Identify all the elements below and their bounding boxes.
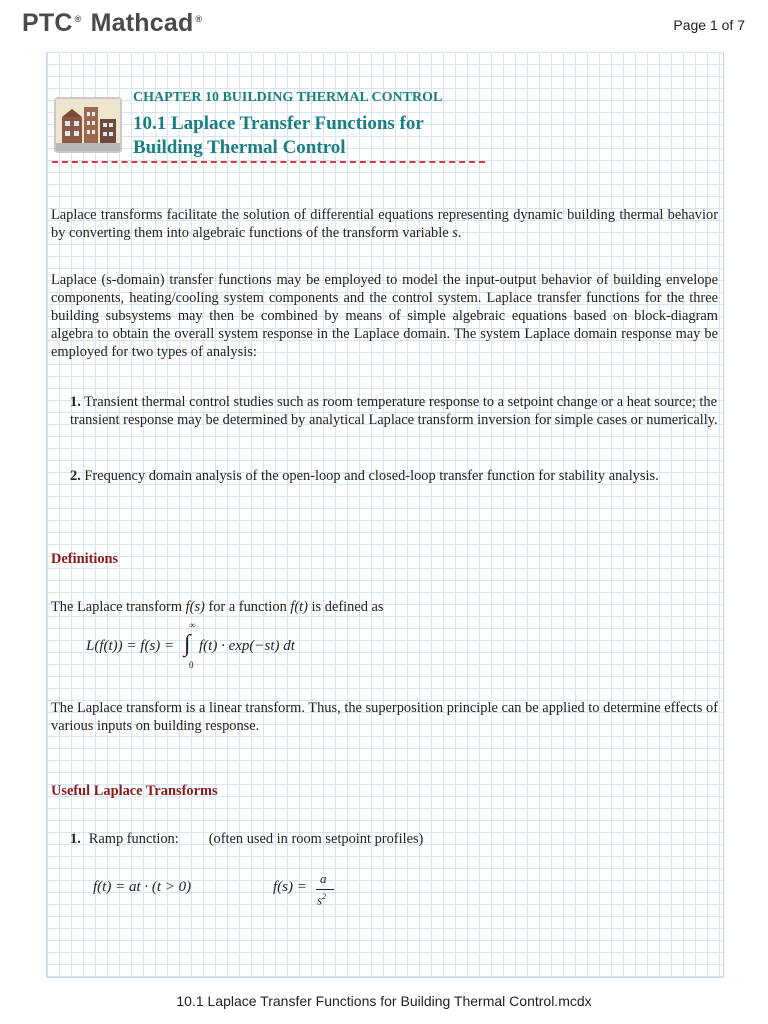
equation-lhs: L(f(t)) = f(s) = <box>86 638 175 654</box>
page-header <box>0 0 768 52</box>
useful-transforms-heading: Useful Laplace Transforms <box>51 783 218 799</box>
denominator-base: s <box>317 892 323 908</box>
ramp-time-equation: f(t) = at · (t > 0) <box>93 879 192 895</box>
ramp-item-label: Ramp function: <box>88 831 179 847</box>
title-divider <box>52 161 485 163</box>
logo-brand-name: Mathcad <box>90 9 194 37</box>
list-item-number: 1. <box>70 394 81 410</box>
integral-sign: ∫ <box>184 631 191 657</box>
intro-paragraph-1 <box>51 206 718 242</box>
ramp-item-number: 1. <box>70 831 81 847</box>
logo-brand-prefix: PTC <box>22 9 73 37</box>
definition-ft: f(t) <box>290 599 308 615</box>
definition-fs: f(s) <box>185 599 205 615</box>
registered-mark: ® <box>74 13 82 24</box>
denominator-exponent: 2 <box>322 892 327 901</box>
list-item <box>70 393 718 429</box>
list-item <box>70 467 718 485</box>
registered-mark-2: ® <box>195 13 203 24</box>
fraction-bar <box>316 889 334 890</box>
list-item-number: 2. <box>70 468 81 484</box>
chapter-heading: CHAPTER 10 BUILDING THERMAL CONTROL <box>133 90 443 105</box>
intro-paragraph-2: Laplace (s-domain) transfer functions may be employed to model the input-output behavior of building envelope components, heating/cooling system components and the control system. Laplace transfer functions for the three building subsystems may then be combined by means of simple algebraic equations based on block-diagram algebra to obtain the overall system response in the Laplace domain. The system Laplace domain response may be employed for two types of analysis: <box>51 272 718 360</box>
integral-upper-limit: ∞ <box>189 620 196 630</box>
definition-text-c: is defined as <box>307 599 384 615</box>
integral-lower-limit: 0 <box>189 660 194 670</box>
equation-integrand: f(t) · exp(−st) dt <box>199 638 295 654</box>
definition-sentence <box>51 598 718 616</box>
ramp-s-numerator: a <box>320 871 327 886</box>
page-indicator: Page 1 of 7 <box>673 17 745 33</box>
definition-text-b: for a function <box>204 599 291 615</box>
linear-transform-paragraph: The Laplace transform is a linear transform. Thus, the superposition principle can be applied to determine effects of various inputs on building response. <box>51 700 718 734</box>
list-item-text: Transient thermal control studies such as room temperature response to a setpoint change or a heat source; the transient response may be determined by analytical Laplace transform inversion for simple cases or numerically. <box>70 394 718 428</box>
title-line-1: 10.1 Laplace Transfer Functions for <box>133 113 424 134</box>
intro-p1-end: . <box>457 225 462 241</box>
definitions-heading: Definitions <box>51 551 119 567</box>
ramp-s-equation-lhs: f(s) = <box>273 879 307 895</box>
building-thumbnail-icon <box>54 97 122 153</box>
ramp-function-item <box>70 830 718 848</box>
ptc-mathcad-logo <box>22 9 204 38</box>
file-name-footer: 10.1 Laplace Transfer Functions for Building Thermal Control.mcdx <box>176 993 592 1009</box>
laplace-definition-equation <box>86 638 174 655</box>
page-title <box>133 112 424 160</box>
title-line-2: Building Thermal Control <box>133 137 346 158</box>
intro-p1-text: Laplace transforms facilitate the solution of differential equations representing dynamic building thermal behavior by converting them into algebraic functions of the transform variable <box>51 207 718 241</box>
definition-text-a: The Laplace transform <box>51 599 186 615</box>
intro-p1-variable: s <box>452 225 458 241</box>
ramp-item-note: (often used in room setpoint profiles) <box>208 831 424 847</box>
ramp-s-denominator <box>317 892 326 908</box>
list-item-text: Frequency domain analysis of the open-loop and closed-loop transfer function for stability analysis. <box>80 468 659 484</box>
